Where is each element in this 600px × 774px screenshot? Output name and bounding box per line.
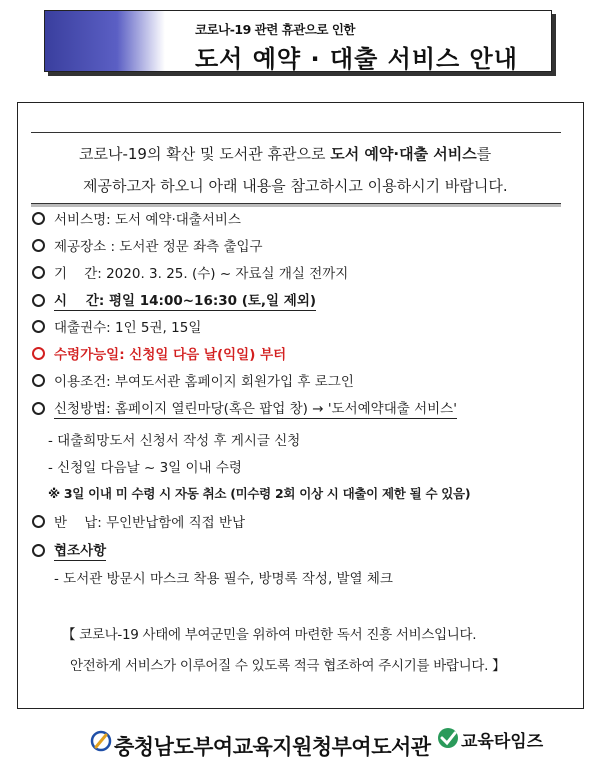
item-text: 기 간: 2020. 3. 25. (수) ~ 자료실 개실 전까지 <box>54 266 349 282</box>
intro-box <box>31 132 561 204</box>
item-text: 신청방법: 홈페이지 열린마당(혹은 팝업 창) → '도서예약대출 서비스' <box>54 397 457 419</box>
header-banner <box>44 10 552 72</box>
item-period <box>32 262 348 282</box>
item-pickup <box>32 343 286 363</box>
item-text: 협조사항 <box>54 539 106 561</box>
bullet-icon <box>32 320 45 333</box>
bullet-icon <box>32 347 45 360</box>
intro-line-2: 제공하고자 하오니 아래 내용을 참고하시고 이용하시기 바랍니다. <box>83 177 508 195</box>
item-method <box>32 397 457 419</box>
intro-line-1 <box>79 143 491 164</box>
method-sub-2: - 신청일 다음날 ~ 3일 이내 수령 <box>48 460 242 476</box>
item-hours <box>32 289 316 311</box>
header-subtitle: 코로나-19 관련 휴관으로 인한 <box>195 22 355 37</box>
item-text: 반 납: 무인반납함에 직접 반납 <box>54 515 246 531</box>
item-text: 대출권수: 1인 5권, 15일 <box>54 320 202 336</box>
watermark-text: 교육타임즈 <box>461 732 544 752</box>
item-text: 시 간: 평일 14:00~16:30 (토,일 제외) <box>54 289 316 311</box>
bullet-icon <box>32 515 45 528</box>
bullet-icon <box>32 402 45 415</box>
bullet-icon <box>32 294 45 307</box>
method-note: ※ 3일 이내 미 수령 시 자동 취소 (미수령 2회 이상 시 대출이 제한 될 수 있음) <box>48 486 471 501</box>
footer-organization: 충청남도부여교육지원청부여도서관 <box>114 735 431 759</box>
item-conditions <box>32 370 354 390</box>
item-text: 수령가능일: 신청일 다음 날(익일) 부터 <box>54 347 287 363</box>
bullet-icon <box>32 266 45 279</box>
cooperation-sub: - 도서관 방문시 마스크 착용 필수, 방명록 작성, 발열 체크 <box>54 571 393 587</box>
intro-text-bold: 도서 예약·대출 서비스 <box>330 145 477 163</box>
item-text: 제공장소 : 도서관 정문 좌측 출입구 <box>54 239 263 255</box>
item-service-name <box>32 208 241 228</box>
item-cooperation <box>32 539 106 561</box>
closing-line-2: 안전하게 서비스가 이루어질 수 있도록 적극 협조하여 주시기를 바랍니다. 】 <box>70 658 506 674</box>
item-location <box>32 235 263 255</box>
closing-line-1: 【 코로나-19 사태에 부여군민을 위하여 마련한 독서 진흥 서비스입니다. <box>62 627 477 643</box>
intro-text-pre: 코로나-19의 확산 및 도서관 휴관으로 <box>79 145 331 163</box>
item-loan-count <box>32 316 201 336</box>
bullet-icon <box>32 544 45 557</box>
education-office-logo-icon <box>90 730 112 752</box>
item-return <box>32 511 245 531</box>
notice-panel <box>17 102 584 709</box>
item-text: 서비스명: 도서 예약·대출서비스 <box>54 212 241 228</box>
item-text: 이용조건: 부여도서관 홈페이지 회원가입 후 로그인 <box>54 374 354 390</box>
header-accent-bar <box>45 11 165 71</box>
bullet-icon <box>32 239 45 252</box>
bullet-icon <box>32 212 45 225</box>
bullet-icon <box>32 374 45 387</box>
page-title: 도서 예약 · 대출 서비스 안내 <box>195 45 518 73</box>
method-sub-1: - 대출희망도서 신청서 작성 후 게시글 신청 <box>48 433 301 449</box>
intro-text-post: 를 <box>476 145 492 163</box>
